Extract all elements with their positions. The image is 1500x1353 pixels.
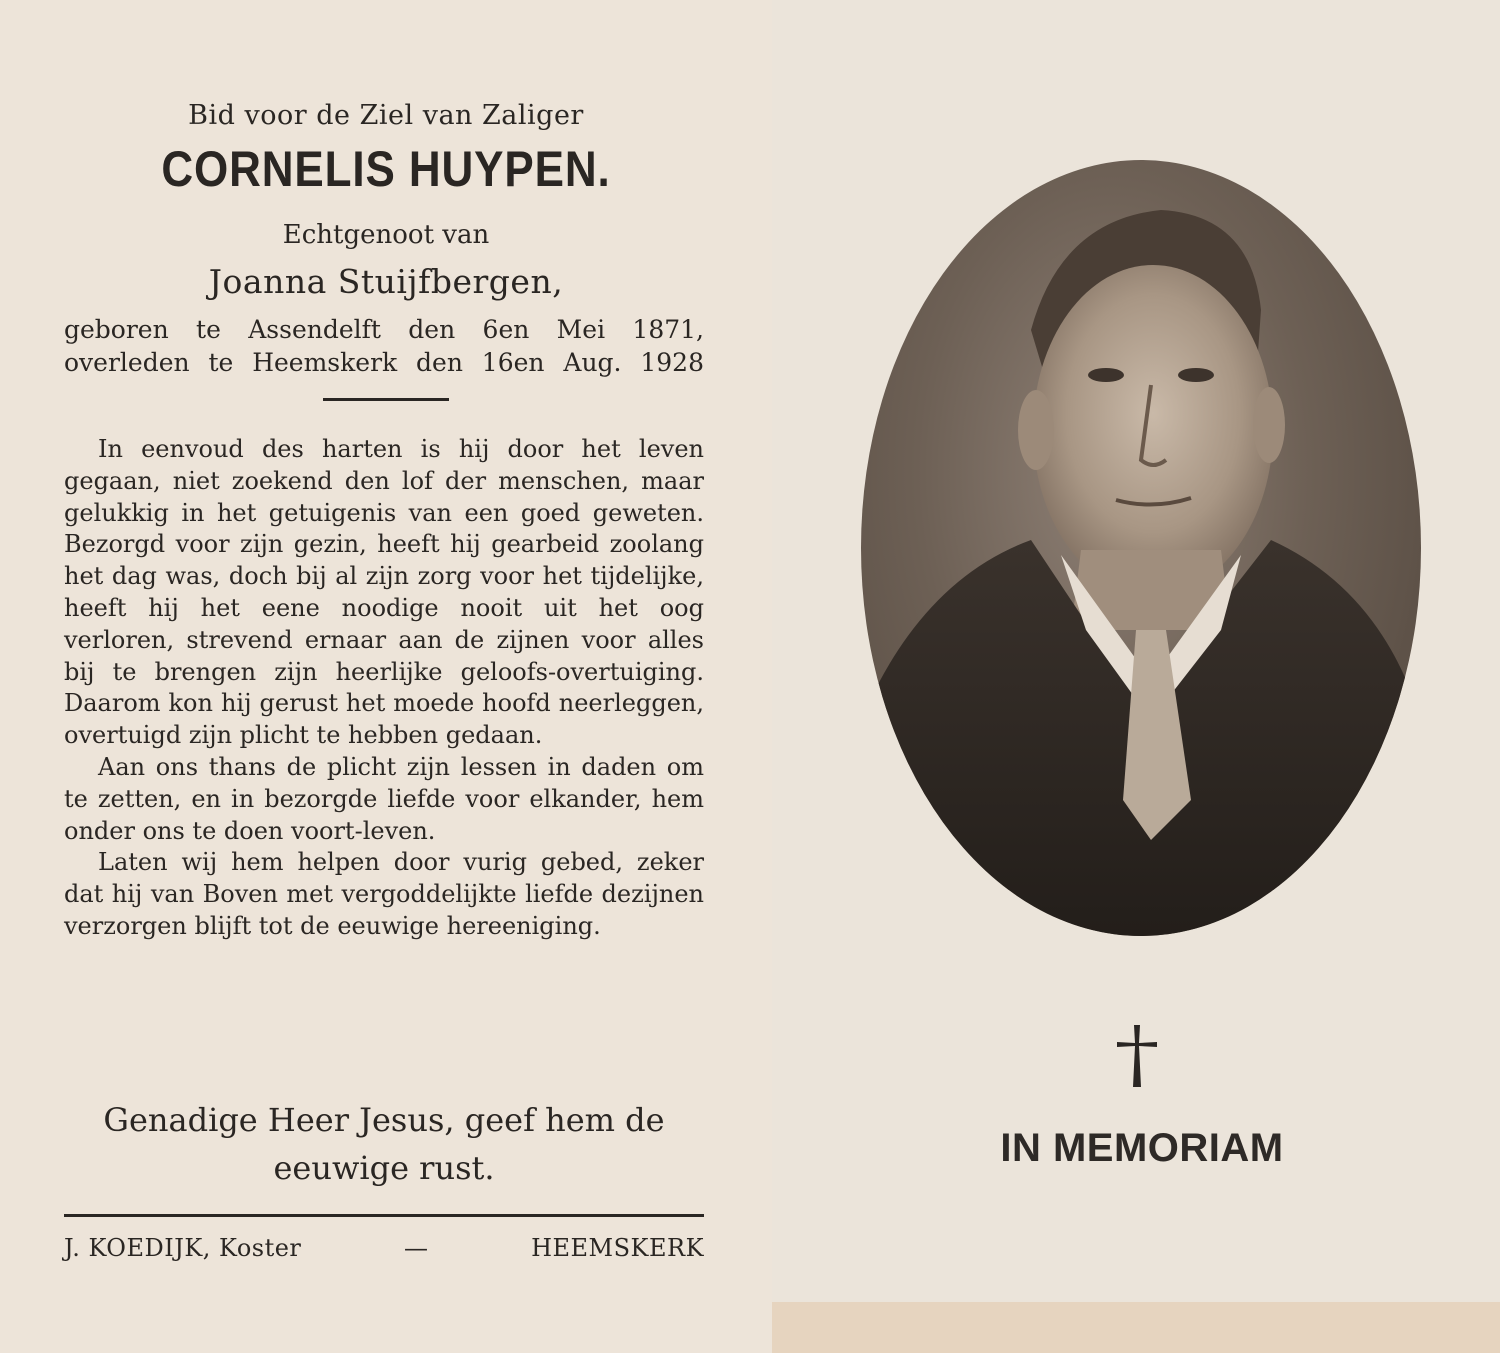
intro-line: Bid voor de Ziel van Zaliger <box>188 100 584 131</box>
portrait-photo-icon <box>861 160 1421 936</box>
cross-icon <box>1117 1025 1157 1087</box>
paragraph: Laten wij hem helpen door vurig gebed, zeker dat hij van Boven met vergoddelijkte liefde dezijnen verzorgen blijft tot de eeuwige hereeniging. <box>64 848 704 940</box>
portrait-photo <box>861 160 1421 936</box>
divider <box>323 398 449 401</box>
memorial-text <box>64 434 704 943</box>
paragraph: Aan ons thans de plicht zijn lessen in daden om te zetten, en in bezorgde liefde voor elkander, hem onder ons te doen voort-leven. <box>64 752 704 845</box>
printer-footer <box>64 1234 704 1262</box>
birth-line: geboren te Assendelft den 6en Mei 1871, <box>64 315 704 344</box>
paragraph: In eenvoud des harten is hij door het leven gegaan, niet zoekend den lof der menschen, maar gelukkig in het getuigenis van een goed geweten. Bezorgd voor zijn gezin, heeft hij gearbeid zoolang het dag was, doch bij al zijn zorg voor het tijdelijke, heeft hij het eene noodige nooit uit het oog verloren, strevend ernaar aan de zijnen voor alles bij te brengen zijn heerlijke geloofs-overtuiging. Daarom kon hij gerust het moede hoofd neerleggen, overtuigd zijn plicht te hebben gedaan. <box>64 435 704 750</box>
printer-name: J. KOEDIJK, Koster <box>64 1234 302 1262</box>
footer-dash: — <box>403 1234 429 1262</box>
background-strip <box>772 1302 1500 1353</box>
printer-town: HEEMSKERK <box>531 1234 704 1262</box>
death-line: overleden te Heemskerk den 16en Aug. 1928 <box>64 348 704 377</box>
in-memoriam-caption: IN MEMORIAM <box>1000 1126 1284 1170</box>
footer-divider <box>64 1214 704 1217</box>
spouse-label: Echtgenoot van <box>282 220 490 250</box>
deceased-name: CORNELIS HUYPEN. <box>161 141 611 197</box>
closing-prayer: Genadige Heer Jesus, geef hem de eeuwige rust. <box>103 1101 665 1187</box>
spouse-name: Joanna Stuijfbergen, <box>208 262 564 301</box>
